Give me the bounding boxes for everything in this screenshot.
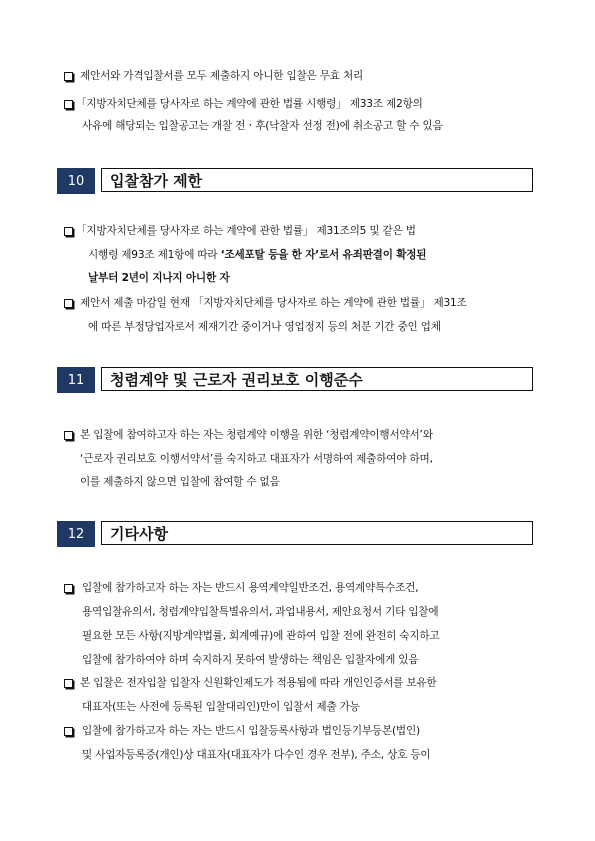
section-10-number: 10 xyxy=(57,168,95,194)
sec10-bullet-1-line2-plain: 시행령 제93조 제1항에 따라 xyxy=(88,249,221,261)
checkbox-bullet-icon xyxy=(64,299,73,308)
sec10-bullet-2-line2: 에 따른 부정당업자로서 제재기간 중이거나 영업정지 등의 처분 기간 중인 업체 xyxy=(88,321,441,333)
checkbox-bullet-icon xyxy=(64,584,73,593)
sec12-bullet-1-line1: 입찰에 참가하고자 하는 자는 반드시 용역계약일반조건, 용역계약특수조건, xyxy=(82,582,419,594)
intro-bullet-2-line1: 「지방자치단체를 당사자로 하는 계약에 관한 법률 시행령」 제33조 제2항의 xyxy=(76,98,423,110)
section-11-number: 11 xyxy=(57,367,95,393)
checkbox-bullet-icon xyxy=(64,100,73,109)
intro-bullet-2-line2: 사유에 해당되는 입찰공고는 개찰 전ㆍ후(낙찰자 선정 전)에 취소공고 할 수 있음 xyxy=(82,120,443,132)
sec12-bullet-1-line4: 입찰에 참가하여야 하며 숙지하지 못하여 발생하는 책임은 입찰자에게 있음 xyxy=(82,654,419,666)
sec12-bullet-2-line2: 대표자(또는 사전에 등록된 입찰대리인)만이 입찰서 제출 가능 xyxy=(82,701,360,713)
sec10-bullet-1-line3: 날부터 2년이 지나지 아니한 자 xyxy=(88,272,230,284)
sec12-bullet-3-line1: 입찰에 참가하고자 하는 자는 반드시 입찰등록사항과 법인등기부등본(법인) xyxy=(82,725,420,737)
sec12-bullet-3-line2: 및 사업자등록증(개인)상 대표자(대표자가 다수인 경우 전부), 주소, 상호 등이 xyxy=(82,749,431,761)
sec10-bullet-1-line2-bold: ‘조세포탈 등을 한 자’로서 유죄판결이 확정된 xyxy=(220,249,427,261)
sec12-bullet-1-line3: 필요한 모든 사항(지방계약법률, 회계예규)에 관하여 입찰 전에 완전히 숙지하고 xyxy=(82,630,440,642)
checkbox-bullet-icon xyxy=(64,72,73,81)
section-12-title: 기타사항 xyxy=(101,521,533,545)
sec11-bullet-1-line1: 본 입찰에 참여하고자 하는 자는 청렴계약 이행을 위한 ‘청렴계약이행서약서’와 xyxy=(80,429,433,441)
sec10-bullet-1-line1: 「지방자치단체를 당사자로 하는 계약에 관한 법률」 제31조의5 및 같은 법 xyxy=(76,225,416,237)
section-10-title: 입찰참가 제한 xyxy=(101,168,533,192)
checkbox-bullet-icon xyxy=(64,431,73,440)
checkbox-bullet-icon xyxy=(64,679,73,688)
sec10-bullet-2-line1: 제안서 제출 마감일 현재 「지방자치단체를 당사자로 하는 계약에 관한 법률」 제31조 xyxy=(80,297,467,309)
sec12-bullet-2-line1: 본 입찰은 전자입찰 입찰자 신원확인제도가 적용됨에 따라 개인인증서를 보유한 xyxy=(80,677,437,689)
intro-bullet-1: 제안서와 가격입찰서를 모두 제출하지 아니한 입찰은 무효 처리 xyxy=(80,70,364,82)
section-11-title: 청렴계약 및 근로자 권리보호 이행준수 xyxy=(101,367,533,391)
sec10-bullet-1-line2 xyxy=(88,247,426,262)
sec12-bullet-1-line2: 용역입찰유의서, 청렴계약입찰특별유의서, 과업내용서, 제안요청서 기타 입찰에 xyxy=(82,606,439,618)
sec11-bullet-1-line3: 이를 제출하지 않으면 입찰에 참여할 수 없음 xyxy=(80,476,280,488)
checkbox-bullet-icon xyxy=(64,227,73,236)
checkbox-bullet-icon xyxy=(64,727,73,736)
section-12-number: 12 xyxy=(57,521,95,547)
sec11-bullet-1-line2: ‘근로자 권리보호 이행서약서’를 숙지하고 대표자가 서명하여 제출하여야 하며, xyxy=(80,453,433,465)
